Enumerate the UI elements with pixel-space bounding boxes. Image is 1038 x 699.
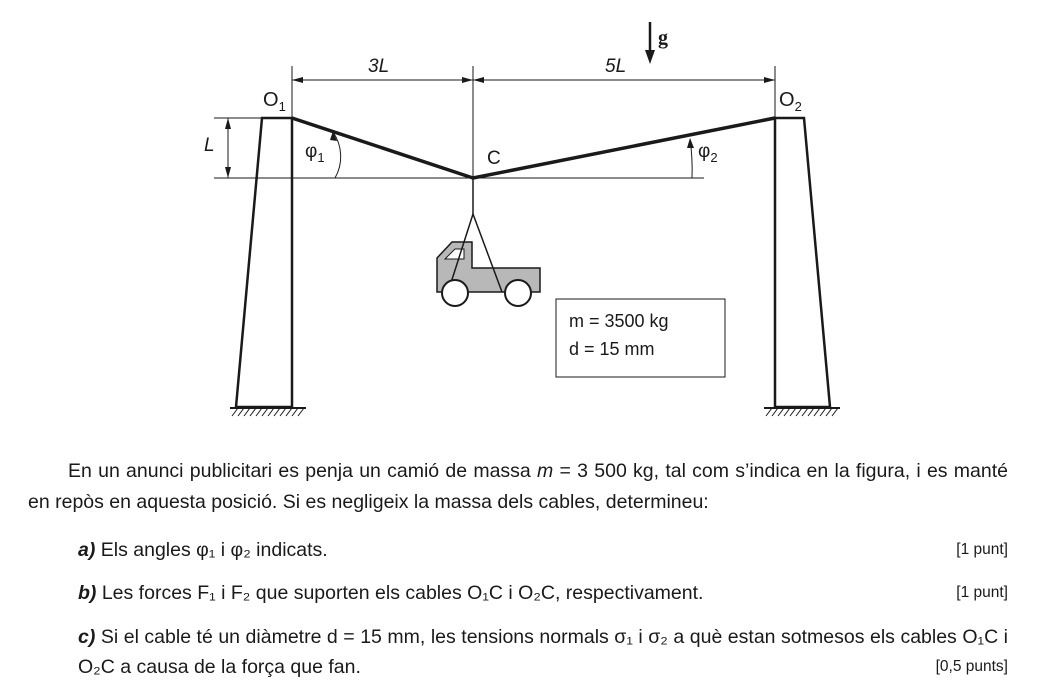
question-a-text: Els angles φ₁ i φ₂ indicats. <box>100 539 328 561</box>
dimension-L-arrow-top <box>225 118 231 129</box>
left-ground-hatch <box>232 408 304 416</box>
truck-wheel-rear <box>505 280 531 306</box>
question-c-letter: c) <box>78 626 96 648</box>
left-post <box>236 118 292 407</box>
truck-wheel-front <box>442 280 468 306</box>
label-O1: $O_1$ <box>263 89 286 114</box>
question-a <box>78 535 1008 565</box>
dimension-L-arrow-bottom <box>225 167 231 178</box>
dimension-5L-arrow-right <box>764 77 775 83</box>
angle-phi2-arrow <box>687 138 694 148</box>
question-a-points: [1 punt] <box>956 541 1008 558</box>
question-b-points: [1 punt] <box>956 584 1008 601</box>
question-a-letter: a) <box>78 539 96 561</box>
label-3L: 3L <box>368 56 390 77</box>
label-O2: $O_2$ <box>779 89 802 114</box>
question-b <box>78 578 1008 608</box>
cable-O1C <box>292 118 473 178</box>
question-c <box>78 622 1008 682</box>
data-box-mass: m = 3500 kg <box>569 311 669 331</box>
question-c-text: Si el cable té un diàmetre d = 15 mm, les tensions normals σ₁ i σ₂ a què estan sotmesos els cables O₁C i O₂C a causa de la força que fan. <box>78 626 1009 678</box>
label-5L: 5L <box>605 56 627 77</box>
label-phi2: $\varphi_2$ <box>698 141 718 165</box>
label-C: C <box>487 148 501 169</box>
dimension-3L-arrow-left <box>292 77 303 83</box>
problem-statement: En un anunci publicitari es penja un camió de massa m = 3 500 kg, tal com s’indica en la figura, i es manté en repòs en aquesta posició. Si es negligeix la massa dels cables, determineu: <box>28 460 1008 513</box>
question-c-points: [0,5 punts] <box>935 658 1008 675</box>
right-ground-hatch <box>766 408 838 416</box>
gravity-arrow-head <box>645 50 655 64</box>
label-g: g <box>658 27 668 49</box>
data-box-diameter: d = 15 mm <box>569 339 655 359</box>
question-b-letter: b) <box>78 582 97 604</box>
label-L: L <box>204 135 215 156</box>
dimension-5L-arrow-left <box>473 77 484 83</box>
cable-O2C <box>473 118 775 178</box>
label-phi1: $\varphi_1$ <box>305 141 325 165</box>
dimension-3L-arrow-right <box>462 77 473 83</box>
right-post <box>775 118 830 407</box>
question-b-text: Les forces F₁ i F₂ que suporten els cables O₁C i O₂C, respectivament. <box>101 582 704 604</box>
